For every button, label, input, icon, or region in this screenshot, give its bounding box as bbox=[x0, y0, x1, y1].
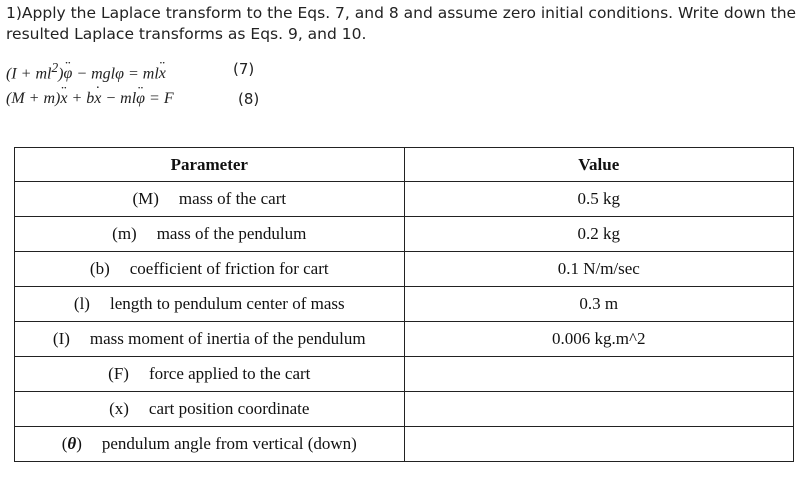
equation-8-number: (8) bbox=[238, 90, 260, 108]
eq8-x-ddot: x ¨ bbox=[60, 90, 67, 108]
table-row bbox=[15, 217, 794, 252]
parameter-cell bbox=[15, 392, 405, 427]
parameter-cell bbox=[15, 217, 405, 252]
eq8-term: + b bbox=[67, 90, 95, 107]
table-row bbox=[15, 322, 794, 357]
table-row bbox=[15, 252, 794, 287]
parameter-symbol: (b) bbox=[89, 259, 110, 278]
eq8-phi-ddot: φ ¨ bbox=[136, 90, 145, 108]
table-row bbox=[15, 357, 794, 392]
eq7-term: ) bbox=[58, 65, 64, 83]
theta-symbol: θ bbox=[67, 434, 77, 453]
eq8-x-dot: x ˙ bbox=[94, 90, 101, 108]
value-cell bbox=[404, 427, 793, 462]
value-cell bbox=[404, 392, 793, 427]
value-cell: 0.1 N/m/sec bbox=[404, 252, 793, 287]
table-row bbox=[15, 287, 794, 322]
parameter-cell bbox=[15, 287, 405, 322]
eq7-phi-ddot: φ ¨ bbox=[63, 65, 72, 83]
value-cell: 0.2 kg bbox=[404, 217, 793, 252]
parameter-cell bbox=[15, 252, 405, 287]
parameter-symbol: (x) bbox=[109, 399, 129, 418]
value-cell bbox=[404, 357, 793, 392]
equation-7 bbox=[6, 60, 166, 83]
parameter-description: pendulum angle from vertical (down) bbox=[101, 434, 357, 453]
parameter-description: force applied to the cart bbox=[148, 364, 311, 383]
value-cell: 0.006 kg.m^2 bbox=[404, 322, 793, 357]
eq7-term: (I + ml bbox=[6, 65, 52, 83]
table-row bbox=[15, 392, 794, 427]
header-parameter: Parameter bbox=[15, 148, 405, 182]
table-header-row bbox=[15, 148, 794, 182]
parameter-cell bbox=[15, 427, 405, 462]
table-row bbox=[15, 427, 794, 462]
eq8-term: − ml bbox=[101, 90, 137, 107]
equation-7-number: (7) bbox=[233, 60, 255, 78]
parameter-description: mass of the cart bbox=[178, 189, 287, 208]
symbol-paren-close: ) bbox=[76, 434, 82, 453]
parameter-symbol bbox=[62, 434, 82, 454]
parameter-cell bbox=[15, 322, 405, 357]
parameter-symbol: (F) bbox=[108, 364, 129, 383]
parameter-cell bbox=[15, 357, 405, 392]
parameter-symbol: (I) bbox=[52, 329, 70, 348]
value-cell: 0.5 kg bbox=[404, 182, 793, 217]
parameter-description: mass of the pendulum bbox=[156, 224, 307, 243]
parameter-description: cart position coordinate bbox=[148, 399, 310, 418]
eq7-exponent: 2 bbox=[51, 60, 59, 75]
parameter-description: coefficient of friction for cart bbox=[129, 259, 329, 278]
parameter-description: length to pendulum center of mass bbox=[109, 294, 345, 313]
value-cell: 0.3 m bbox=[404, 287, 793, 322]
equation-8 bbox=[6, 90, 174, 108]
parameter-description: mass moment of inertia of the pendulum bbox=[89, 329, 366, 348]
table-row bbox=[15, 182, 794, 217]
parameter-symbol: (m) bbox=[112, 224, 137, 243]
parameter-table bbox=[14, 147, 794, 462]
eq7-x-ddot: x ¨ bbox=[159, 65, 166, 83]
eq8-term: (M + m) bbox=[6, 90, 61, 107]
eq8-term: = F bbox=[145, 90, 174, 107]
header-value: Value bbox=[404, 148, 793, 182]
question-text: 1)Apply the Laplace transform to the Eqs. 7, and 8 and assume zero initial conditions. Write down the resulted Laplace transforms as Eqs. 9, and 10. bbox=[6, 4, 797, 43]
parameter-symbol: (l) bbox=[73, 294, 90, 313]
parameter-symbol: (M) bbox=[132, 189, 159, 208]
symbol-paren-open: ( bbox=[61, 434, 68, 453]
eq7-term: − mglφ = ml bbox=[72, 65, 159, 83]
parameter-cell bbox=[15, 182, 405, 217]
